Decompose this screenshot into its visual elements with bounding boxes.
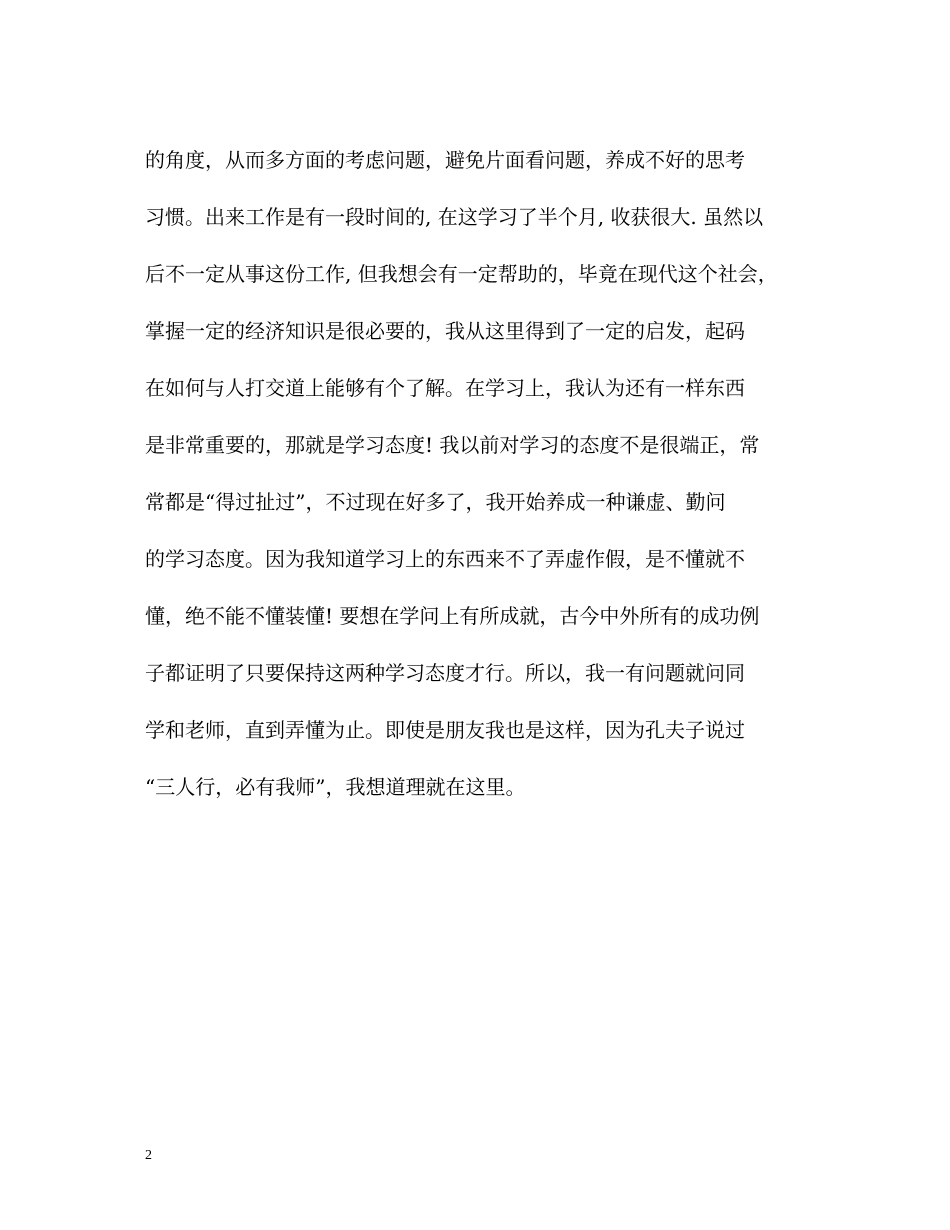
text-line: 子都证明了只要保持这两种学习态度才行。所以，我一有问题就问同 xyxy=(145,661,745,685)
text-line: 学和老师，直到弄懂为止。即使是朋友我也是这样，因为孔夫子说过 xyxy=(145,718,745,742)
text-line: 习惯。出来工作是有一段时间的, 在这学习了半个月, 收获很大. 虽然以 xyxy=(145,205,764,229)
text-line: 在如何与人打交道上能够有个了解。在学习上，我认为还有一样东西 xyxy=(145,376,745,400)
text-line: 后不一定从事这份工作, 但我想会有一定帮助的，毕竟在现代这个社会， xyxy=(145,262,778,286)
text-line: 懂，绝不能不懂装懂! 要想在学问上有所成就，古今中外所有的成功例 xyxy=(145,604,760,628)
text-line: 的角度，从而多方面的考虑问题，避免片面看问题，养成不好的思考 xyxy=(145,148,745,172)
text-line: 掌握一定的经济知识是很必要的，我从这里得到了一定的启发，起码 xyxy=(145,319,745,343)
text-line: 常都是“得过扯过”，不过现在好多了，我开始养成一种谦虚、勤问 xyxy=(145,490,726,514)
text-line: 是非常重要的，那就是学习态度! 我以前对学习的态度不是很端正，常 xyxy=(145,433,760,457)
text-line: “三人行，必有我师”，我想道理就在这里。 xyxy=(145,775,526,799)
body-paragraph xyxy=(145,140,845,824)
page-number: 2 xyxy=(145,1148,152,1163)
text-line: 的学习态度。因为我知道学习上的东西来不了弄虚作假，是不懂就不 xyxy=(145,547,745,571)
